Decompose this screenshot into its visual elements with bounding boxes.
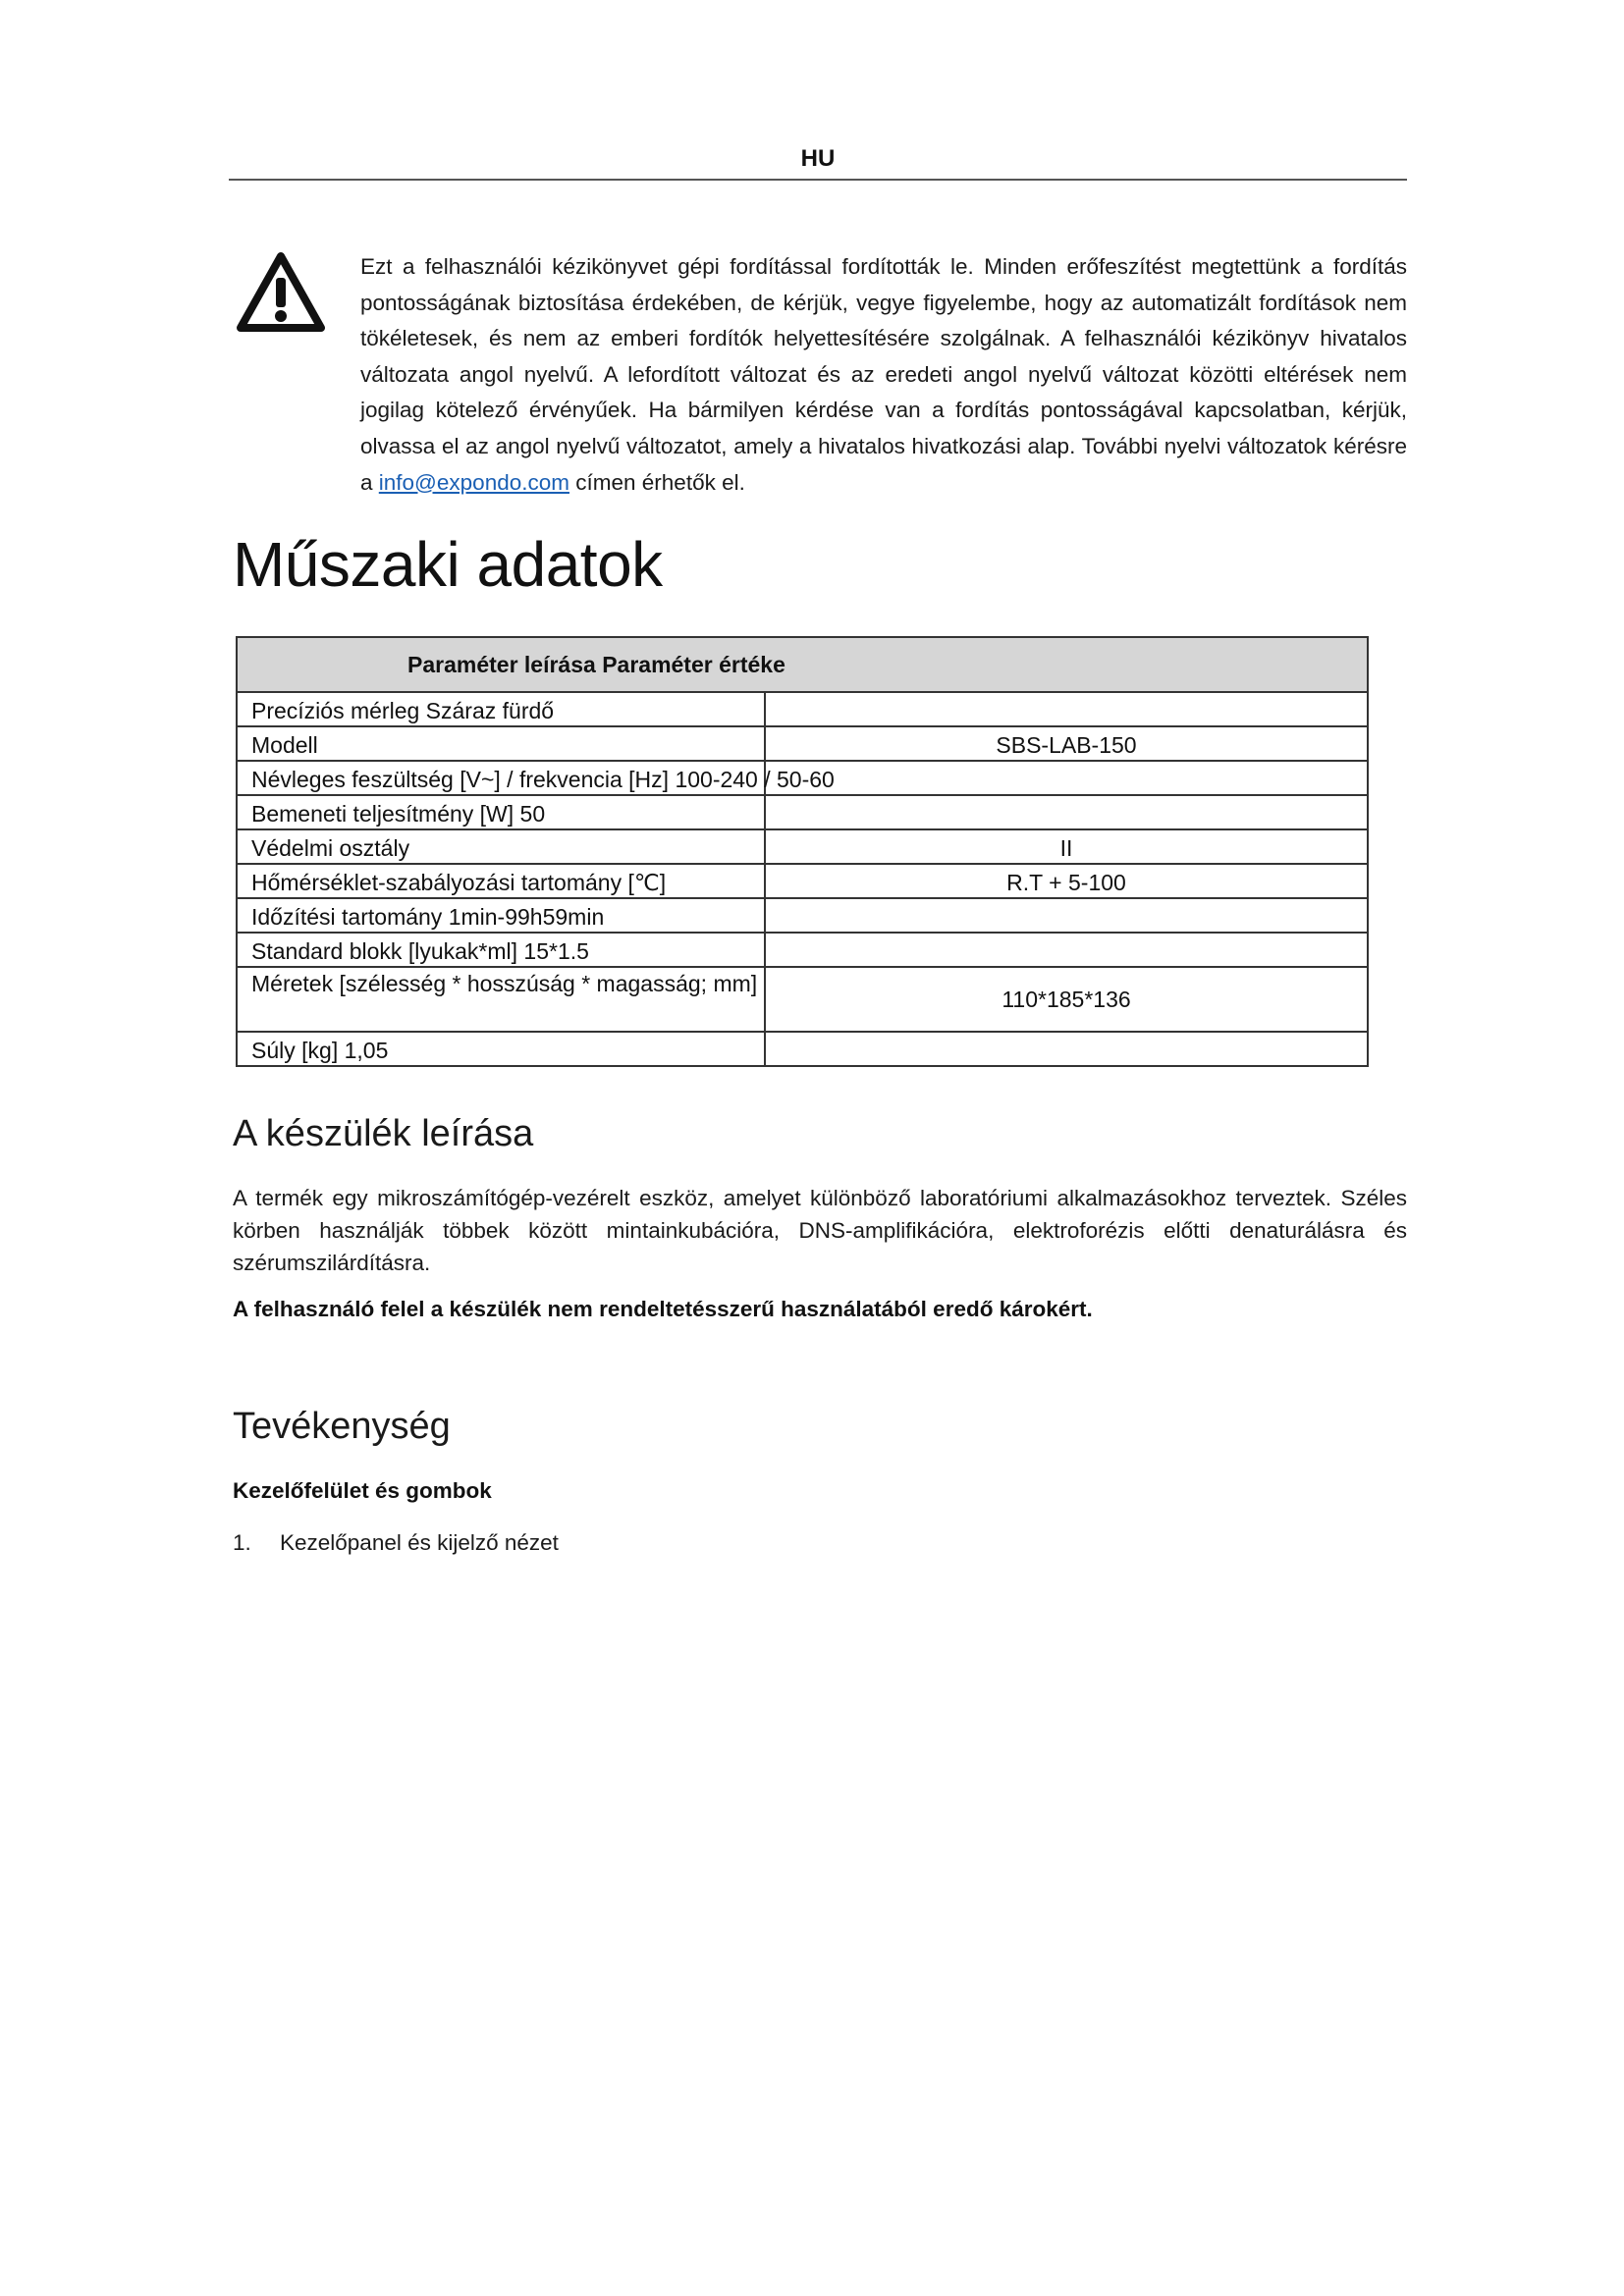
table-row bbox=[238, 1033, 1367, 1065]
param-name: Bemeneti teljesítmény [W] 50 bbox=[251, 801, 546, 827]
param-name: Modell bbox=[251, 732, 318, 758]
table-row bbox=[238, 727, 1367, 762]
language-header: HU bbox=[800, 145, 836, 172]
operation-title: Tevékenység bbox=[233, 1406, 451, 1447]
param-name: Precíziós mérleg Száraz fürdő bbox=[251, 698, 555, 723]
email-link[interactable]: info@expondo.com bbox=[378, 469, 569, 495]
disclaimer-text-end: címen érhetők el. bbox=[575, 469, 745, 495]
description-title: A készülék leírása bbox=[233, 1113, 534, 1154]
list-item-number: 1. bbox=[233, 1530, 251, 1555]
param-value: II bbox=[1059, 835, 1073, 861]
list-item bbox=[233, 1530, 559, 1556]
table-row bbox=[238, 762, 1367, 796]
param-name: Védelmi osztály bbox=[251, 835, 410, 861]
table-header-text: Paraméter leírása Paraméter értéke bbox=[407, 652, 785, 677]
param-name: Névleges feszültség [V~] / frekvencia [Hz] 100-240 / 50-60 bbox=[251, 767, 835, 792]
disclaimer-text: Ezt a felhasználói kézikönyvet gépi fordítással fordították le. Minden erőfeszítést megtettünk a fordítás pontosságának biztosítása érdekében, de kérjük, vegye figyelembe, hogy az automatizált fordítások nem tökéletesek, és nem az emberi fordítók helyettesítésére szolgálnak. A felhasználói kézikönyv hivatalos változata angol nyelvű. A lefordított változat és az eredeti angol nyelvű változat közötti eltérések nem jogilag kötelező érvényűek. Ha bármilyen kérdése van a fordítás pontosságával kapcsolatban, kérjük, olvassa el az angol nyelvű változatot, amely a hivatalos hivatkozási alap. További nyelvi változatok kérésre a bbox=[360, 254, 1407, 495]
specs-title: Műszaki adatok bbox=[233, 529, 663, 600]
header-divider bbox=[229, 179, 1407, 181]
liability-note: A felhasználó felel a készülék nem rendeltetésszerű használatából eredő károkért. bbox=[233, 1297, 1093, 1321]
table-row bbox=[238, 693, 1367, 727]
param-value: R.T + 5-100 bbox=[1006, 870, 1126, 895]
table-row bbox=[238, 865, 1367, 899]
table-row bbox=[238, 968, 1367, 1033]
param-name: Időzítési tartomány 1min-99h59min bbox=[251, 904, 605, 930]
table-row bbox=[238, 796, 1367, 830]
machine-translation-disclaimer bbox=[360, 249, 1407, 501]
table-header bbox=[238, 638, 1367, 693]
param-value: SBS-LAB-150 bbox=[996, 732, 1137, 758]
param-name: Standard blokk [lyukak*ml] 15*1.5 bbox=[251, 938, 589, 964]
param-name: Méretek [szélesség * hosszúság * magasság; mm] bbox=[251, 971, 758, 996]
param-name: Hőmérséklet-szabályozási tartomány [℃] bbox=[251, 870, 667, 895]
description-paragraph: A termék egy mikroszámítógép-vezérelt eszköz, amelyet különböző laboratóriumi alkalmazásokhoz terveztek. Széles körben használják többek között mintainkubációra, DNS-amplifikációra, elektroforézis előtti denaturálásra és szérumszilárdításra. bbox=[233, 1186, 1407, 1275]
warning-triangle-icon bbox=[236, 250, 326, 333]
list-item-text: Kezelőpanel és kijelző nézet bbox=[280, 1530, 559, 1555]
specs-table bbox=[236, 636, 1369, 1067]
param-name: Súly [kg] 1,05 bbox=[251, 1038, 389, 1063]
controls-subtitle: Kezelőfelület és gombok bbox=[233, 1478, 492, 1503]
table-row bbox=[238, 830, 1367, 865]
param-value: 110*185*136 bbox=[1001, 987, 1131, 1012]
table-row bbox=[238, 934, 1367, 968]
table-row bbox=[238, 899, 1367, 934]
